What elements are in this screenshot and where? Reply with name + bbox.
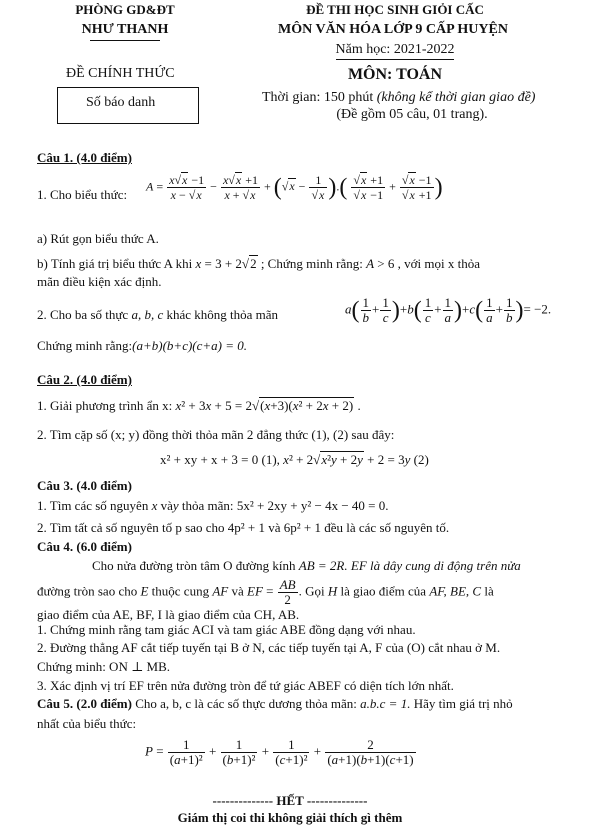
exam-time: Thời gian: 150 phút (không kể thời gian giao đề) — [262, 90, 536, 105]
q1-p2-condition: a( $\frac{1}{b}$ + $\frac{1}{c}$ )+b( $\frac{1}{c}$ + $\frac{1}{a}$ )+c( $\frac{1}{a}$ + $\frac{1}{b}$ )= −2. — [345, 295, 552, 325]
q1-p2-lead: 2. Cho ba số thực a, b, c khác không thỏa mãn — [37, 307, 279, 322]
q4-p1: 1. Chứng minh rằng tam giác ACI và tam giác ABE đồng dạng với nhau. — [37, 622, 416, 637]
q3-p2: 2. Tìm tất cả số nguyên tố p sao cho 4p² + 1 và 6p² + 1 đều là các số nguyên tố. — [37, 520, 450, 535]
q4-p2: 2. Đường thẳng AF cắt tiếp tuyến tại B ở N, các tiếp tuyến tại A, F của (O) cắt nhau ở M. — [37, 640, 501, 655]
q4-p2-proof: Chứng minh: ON ⊥ MB. — [37, 659, 171, 674]
q4-title: Câu 4. (6.0 điểm) — [37, 539, 132, 554]
q4-p3: 3. Xác định vị trí EF trên nửa đường tròn để tứ giác ABEF có diện tích lớn nhất. — [37, 678, 454, 693]
district-name: NHƯ THANH — [81, 22, 169, 37]
q3-title: Câu 3. (4.0 điểm) — [37, 478, 132, 493]
header-divider-left — [90, 40, 160, 41]
q1-expression-A: A = $\frac{x√x -1}{x - √x}$ − $\frac{x√x +1}{x + √x}$ + (√x − $\frac{1}{√x}$ ).( $\frac{√x +1}{√x -1}$ + $\frac{√x -1}{√x +1}$ ) — [146, 173, 443, 202]
end-marker: -------------- HẾT -------------- — [212, 793, 368, 808]
q1-p1-lead: 1. Cho biểu thức: — [37, 187, 128, 202]
header-divider-right — [336, 59, 454, 60]
dept-name: PHÒNG GD&ĐT — [75, 2, 175, 17]
school-year: Năm học: 2021-2022 — [335, 42, 455, 57]
q1-title: Câu 1. (4.0 điểm) — [37, 150, 132, 165]
q4-intro: Cho nửa đường tròn tâm O đường kính AB = 2R. EF là dây cung di động trên nửa — [92, 558, 521, 573]
subject-title: MÔN: TOÁN — [347, 66, 443, 83]
q1-part-b: b) Tính giá trị biểu thức A khi x = 3 + 2√2 ; Chứng minh rằng: A > 6 , với mọi x thỏa — [37, 256, 480, 271]
q4-line2: đường tròn sao cho E thuộc cung AF và EF = $\frac{AB}{2}$ . Gọi H là giao điểm của AF, BE, C là — [37, 577, 494, 607]
q5-expression-P: P = $\frac{1}{\text{(a+1)²}}$ + $\frac{1}{\text{(b+1)²}}$ + $\frac{1}{\text{(c+1)²}}$ + $\frac{2}{(a+1)(b+1)(c+1)}$ — [145, 737, 414, 767]
q5-text: Câu 5. (2.0 điểm) Cho a, b, c là các số thực dương thỏa mãn: a.b.c = 1. Hãy tìm giá trị nhỏ — [37, 696, 513, 711]
official-label: ĐỀ CHÍNH THỨC — [66, 66, 175, 81]
q5-text-cont: nhất của biểu thức: — [37, 716, 137, 731]
q2-system: x² + xy + x + 3 = 0 (1), x² + 2√x²y + 2y + 2 = 3y (2) — [160, 452, 429, 467]
q1-part-b-cont: mãn điều kiện xác định. — [37, 274, 162, 289]
q2-title: Câu 2. (4.0 điểm) — [37, 372, 132, 387]
q2-p1: 1. Giải phương trình ẩn x: x² + 3x + 5 = 2√(x+3)(x² + 2x + 2) . — [37, 398, 361, 413]
exam-title-line2: MÔN VĂN HÓA LỚP 9 CẤP HUYỆN — [278, 22, 508, 37]
exam-title-line1: ĐỀ THI HỌC SINH GIỎI CẤC — [306, 2, 484, 17]
candidate-number-label: Số báo danh — [86, 95, 156, 110]
page-count: (Đề gồm 05 câu, 01 trang). — [336, 107, 488, 122]
q4-line3: giao điểm của AE, BF, I là giao điểm của CH, AB. — [37, 607, 300, 622]
q3-p1: 1. Tìm các số nguyên x vày thỏa mãn: 5x² + 2xy + y² − 4x − 40 = 0. — [37, 498, 389, 513]
candidate-number-box[interactable] — [57, 87, 199, 124]
q2-p2: 2. Tìm cặp số (x; y) đồng thời thỏa mãn 2 đẳng thức (1), (2) sau đây: — [37, 427, 395, 442]
q1-part-a: a) Rút gọn biểu thức A. — [37, 231, 159, 246]
proctor-note: Giám thị coi thi không giải thích gì thêm — [177, 810, 403, 825]
q1-p2-proof: Chứng minh rằng:(a+b)(b+c)(c+a) = 0. — [37, 338, 248, 353]
